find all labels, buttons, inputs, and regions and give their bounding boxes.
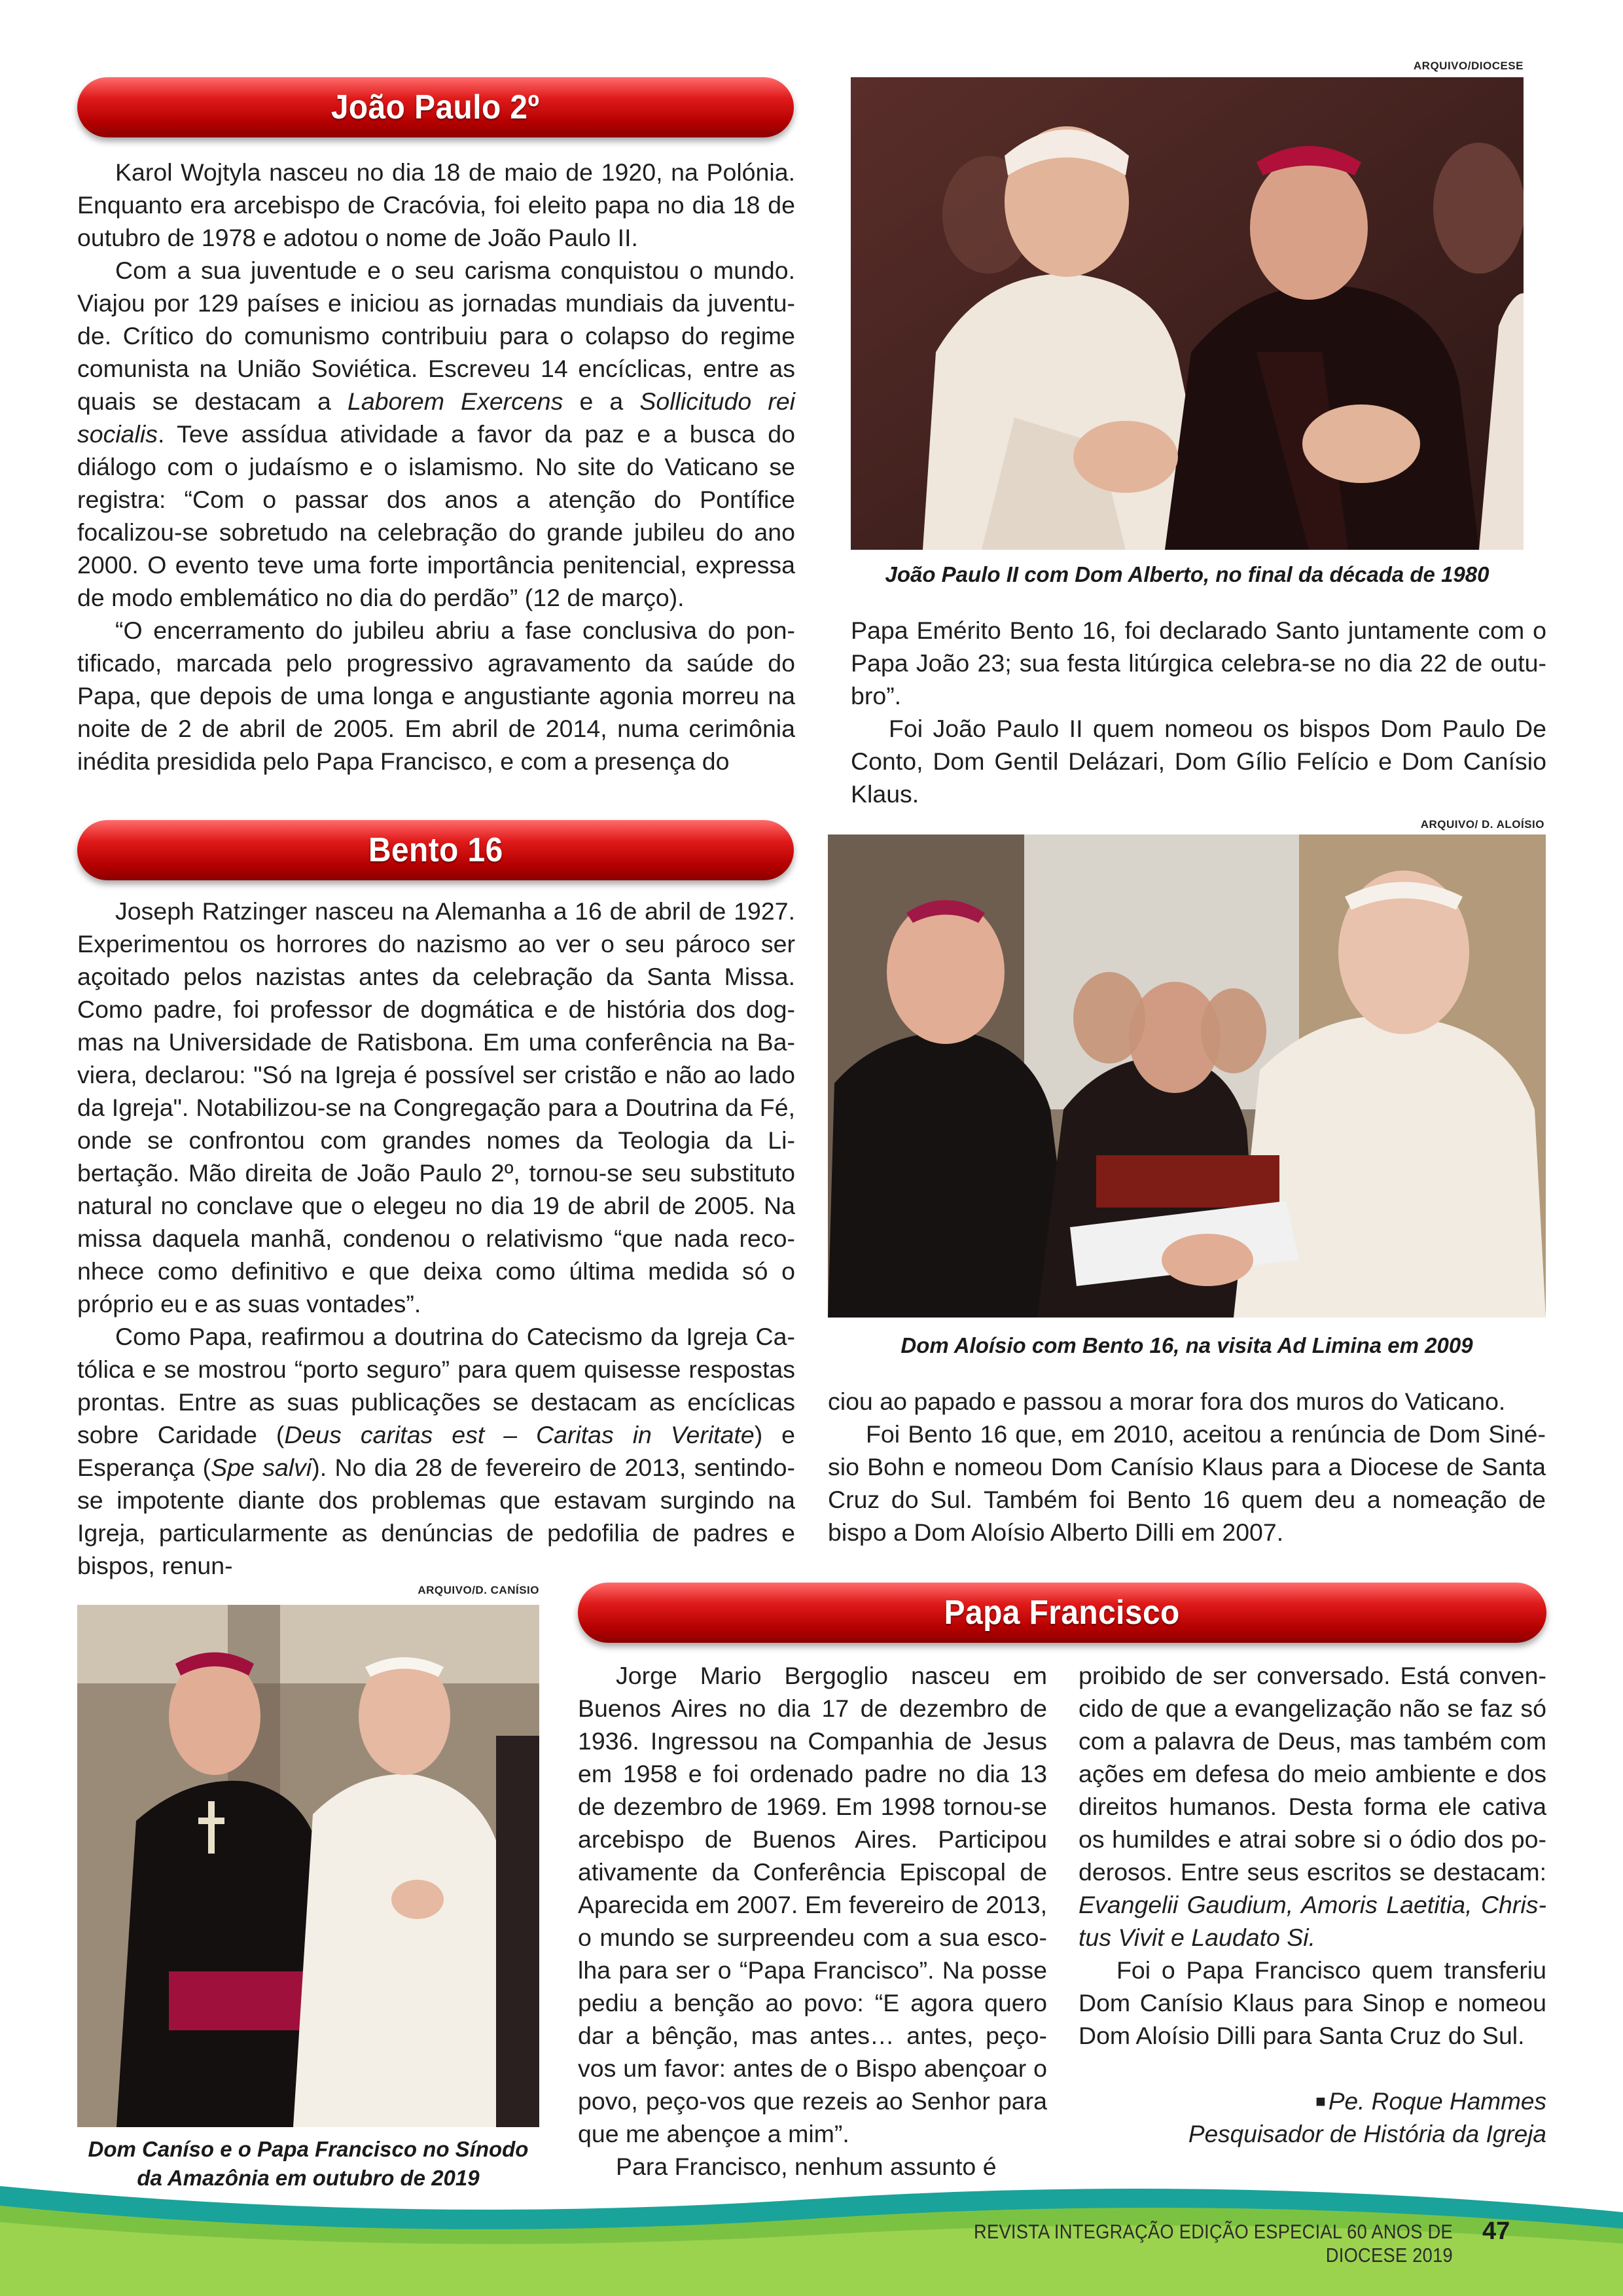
- article-column-francisco-left: [578, 1659, 1047, 2183]
- paragraph: Papa Emérito Bento 16, foi declarado Santo juntamente com o Papa João 23; sua festa litúrgica celebra-se no dia 22 de outubro”.: [851, 617, 1546, 709]
- photo-joao-paulo-dom-alberto: [851, 77, 1524, 550]
- photo-credit: ARQUIVO/ D. ALOÍSIO: [1420, 818, 1544, 831]
- section-title: João Paulo 2º: [331, 88, 540, 126]
- photo-credit: ARQUIVO/DIOCESE: [1413, 60, 1524, 72]
- publication-name: REVISTA INTEGRAÇÃO EDIÇÃO ESPECIAL 60 ANOS DE DIOCESE 2019: [974, 2220, 1453, 2267]
- paragraph: Com a sua juventude e o seu carisma conquistou o mundo. Viajou por 129 países e iniciou as jornadas mundiais da juventude. Crítico do comunismo contribuiu para o colapso do regime comunista na União Soviética. Escreveu 14 encíclicas, entre as quais se destacam a Laborem Exercens e a Sollicitudo rei socialis. Teve assídua atividade a favor da paz e a busca do diálogo com o judaísmo e o islamismo. No site do Vaticano se registra: “Com o passar dos anos a atenção do Pontífice focalizou-se sobretudo na celebração do grande jubileu do ano 2000. O evento teve uma forte importância penitencial, expressa de modo emblemático no dia do perdão” (12 de março).: [77, 257, 796, 611]
- article-column-francisco-right: [1079, 1659, 1546, 2052]
- paragraph: Foi o Papa Francisco quem transferiu Dom Canísio Klaus para Sinop e nomeou Dom Aloísio Dilli para Santa Cruz do Sul.: [1079, 1956, 1546, 2049]
- paragraph: Foi João Paulo II quem nomeou os bispos Dom Paulo De Conto, Dom Gentil Delázari, Dom Gílio Felício e Dom Canísio Klaus.: [851, 715, 1546, 808]
- photo-caption: João Paulo II com Dom Alberto, no final da década de 1980: [885, 562, 1489, 586]
- paragraph: Jorge Mario Bergoglio nasceu em Buenos Aires no dia 17 de dezembro de 1936. Ingressou na Companhia de Jesus em 1958 e foi ordenado padre no dia 13 de dezembro de 1969. Em 1998 tornou-se arcebispo de Buenos Aires. Participou ativamente da Conferência Episcopal de Aparecida em 2007. Em fevereiro de 2013, o mundo se surpreendeu com a sua escolha para ser o “Papa Francisco”. Na posse pediu a benção ao povo: “E agora quero dar a bênção, mas antes… antes, peço-vos um favor: antes de o Bispo abençoar o povo, peço-vos que rezeis ao Senhor para que me abençoe a mim”.: [578, 1662, 1047, 2147]
- section-title: Bento 16: [368, 831, 503, 869]
- page-number: 47: [1482, 2217, 1510, 2245]
- paragraph: Foi Bento 16 que, em 2010, aceitou a renúncia de Dom Sinésio Bohn e nomeou Dom Canísio Klaus para a Diocese de Santa Cruz do Sul. Também foi Bento 16 quem deu a nomeação de bispo a Dom Aloísio Alberto Dilli em 2007.: [828, 1420, 1546, 1546]
- article-column-joao-paulo-left: [77, 156, 795, 778]
- article-column-bento-left: [77, 895, 795, 1582]
- photo-credit: ARQUIVO/D. CANÍSIO: [418, 1584, 539, 1596]
- section-banner-joao-paulo: [77, 77, 794, 137]
- square-bullet-icon: ■: [1315, 2091, 1326, 2111]
- photo-dom-aloisio-bento: [828, 834, 1546, 1318]
- paragraph: Joseph Ratzinger nasceu na Alemanha a 16 de abril de 1927. Experimentou os horrores do nazismo ao ver o seu pároco ser açoitado pelos nazistas antes da celebração da Santa Missa. Como padre, foi professor de dogmática e de história dos dogmas na Universidade de Ratisbona. Em uma conferência na Baviera, declarou: "Só na Igreja é possível ser cristão e não ao lado da Igreja". Notabilizou-se na Congregação para a Doutrina da Fé, onde se confrontou com grandes nomes da Teologia da Libertação. Mão direita de João Paulo 2º, tornou-se seu substituto natural no conclave que o elegeu no dia 19 de abril de 2005. Na missa daquela manhã, condenou o relativismo “que nada reconhece como definitivo e que deixa como última medida só o próprio eu e as suas vontades”.: [77, 897, 795, 1318]
- paragraph: proibido de ser conversado. Está convencido de que a evangelização não se faz só com a palavra de Deus, mas também com ações em defesa do meio ambiente e dos direitos humanos. Desta forma ele cativa os humildes e atrai sobre si o ódio dos poderosos. Entre seus escritos se destacam: Evangelii Gaudium, Amoris Laetitia, Christus Vivit e Laudato Si.: [1079, 1662, 1546, 1951]
- author-name: Pe. Roque Hammes: [1328, 2088, 1546, 2115]
- paragraph: Karol Wojtyla nasceu no dia 18 de maio de 1920, na Polónia. Enquanto era arcebispo de Cracóvia, foi eleito papa no dia 18 de outubro de 1978 e adotou o nome de João Paulo II.: [77, 158, 795, 251]
- caption-line: Dom Caníso e o Papa Francisco no Sínodo: [88, 2137, 529, 2161]
- section-title: Papa Francisco: [944, 1594, 1181, 1632]
- caption-line: da Amazônia em outubro de 2019: [137, 2166, 480, 2190]
- section-banner-francisco: [578, 1583, 1546, 1643]
- paragraph: Como Papa, reafirmou a doutrina do Catecismo da Igreja Católica e se mostrou “porto seguro” para quem quisesse respostas prontas. Entre as suas publicações se destacam as encíclicas sobre Caridade (Deus caritas est – Caritas in Veritate) e Esperança (Spe salvi). No dia 28 de fevereiro de 2013, sentindo-se impotente diante dos problemas que estavam surgindo na Igreja, particularmente as denúncias de pedofilia de padres e bispos, renun-: [77, 1323, 795, 1579]
- paragraph: Para Francisco, nenhum assunto é: [616, 2153, 997, 2180]
- photo-dom-caniso-francisco: [77, 1605, 539, 2127]
- author-name-line: [1079, 2085, 1546, 2118]
- paragraph: “O encerramento do jubileu abriu a fase conclusiva do pontificado, marcada pelo progressivo agravamento da saúde do Papa, que depois de uma longa e angustiante agonia morreu na noite de 2 de abril de 2005. Em abril de 2014, numa cerimônia inédita presidida pelo Papa Francisco, e com a presença do: [77, 617, 795, 775]
- section-banner-bento: [77, 820, 794, 880]
- article-column-joao-paulo-right: [851, 614, 1546, 810]
- photo-caption: Dom Aloísio com Bento 16, na visita Ad Limina em 2009: [901, 1333, 1473, 1357]
- author-signature: [1079, 2085, 1546, 2151]
- paragraph: ciou ao papado e passou a morar fora dos muros do Vaticano.: [828, 1388, 1506, 1415]
- author-role: Pesquisador de História da Igreja: [1188, 2121, 1546, 2147]
- article-column-bento-right: [828, 1385, 1546, 1549]
